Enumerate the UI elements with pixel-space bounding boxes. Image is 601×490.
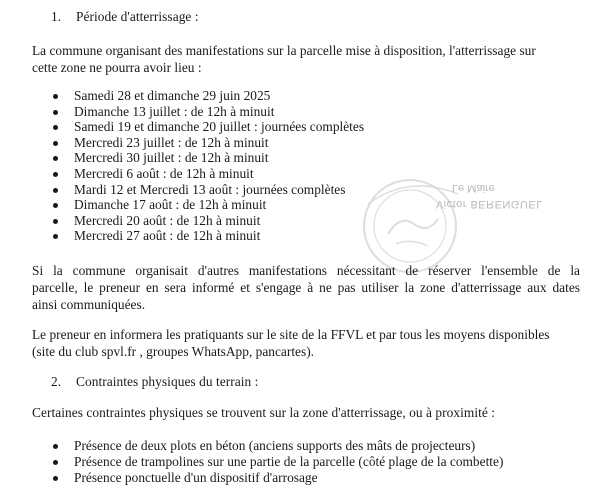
paragraph-line: (site du club spvl.fr , groupes WhatsApp, pancartes). — [32, 344, 315, 359]
section-1-number: 1. — [51, 9, 62, 24]
section-2-intro: Certaines contraintes physiques se trouvent sur la zone d'atterrissage, ou à proximité : — [32, 405, 496, 420]
bullet-icon — [53, 444, 58, 449]
paragraph-line: ainsi communiquées. — [32, 297, 146, 312]
stamp-mayor-title: Le Maire — [452, 182, 495, 194]
bullet-icon — [53, 172, 58, 177]
bullet-icon — [53, 125, 58, 130]
bullet-icon — [53, 156, 58, 161]
section-1-intro — [32, 42, 580, 76]
bullet-icon — [53, 110, 58, 115]
bullet-icon — [53, 234, 58, 239]
bullet-icon — [53, 476, 58, 481]
stamp-mayor-name: Victor BERENGUEL — [436, 198, 543, 210]
inform-paragraph — [32, 326, 580, 360]
section-2-title: Contraintes physiques du terrain : — [76, 374, 259, 389]
bullet-icon — [53, 203, 58, 208]
other-events-paragraph — [32, 262, 580, 313]
bullet-icon — [53, 219, 58, 224]
section-1-title: Période d'atterrissage : — [76, 9, 199, 24]
section-2-number: 2. — [51, 374, 62, 389]
document-page: 1. Période d'atterrissage : La commune organisant des manifestations sur la parcelle mise à disposition, l'atterrissage sur cette zone ne pourra avoir lieu : Samedi 28 et dimanche 29 juin 2025 Dimanche 13 juillet : de 12h à minuit Samedi 19 et dimanche 20 juillet : journées complètes Mercredi 23 juillet : de 12h à minuit Mercredi 30 juillet : de 12h à minuit Mercredi 6 août : de 12h à minuit Mardi 12 et Mercredi 13 août : journées complètes Dimanche 17 août : de 12h à minuit Mercredi 20 août : de 12h à minuit Mercredi 27 août : de 12h à minuit Le Maire Victor BERENGUEL Si la commune organisait d'autres manifestations nécessitant de réserver l'ensemble de la parcelle, le preneur en sera informé et s'engage à ne pas utiliser la zone d'atterrissage aux dates ainsi communiquées. Le preneur en informera les pratiquants sur le site de la FFVL et par tous les moyens disponibles (site du club spvl.fr , groupes WhatsApp, pancartes). 2. Contraintes physiques du terrain : Certaines contraintes physiques se trouvent sur la zone d'atterrissage, ou à proximité : Présence de deux plots en béton (anciens supports des mâts de projecteurs) Présence de trampolines sur une partie de la parcelle (côté plage de la combette) Présence ponctuelle d'un dispositif d'arrosage — [0, 0, 601, 490]
paragraph-line: Si la commune organisait d'autres manifestations nécessitant de réserver l'ensemble de la — [32, 263, 580, 278]
bullet-icon — [53, 94, 58, 99]
paragraph-line: cette zone ne pourra avoir lieu : — [32, 60, 202, 75]
paragraph-line: Le preneur en informera les pratiquants sur le site de la FFVL et par tous les moyens disponibles — [32, 327, 550, 342]
paragraph-line: La commune organisant des manifestations sur la parcelle mise à disposition, l'atterrissage sur — [32, 43, 536, 58]
bullet-icon — [53, 188, 58, 193]
bullet-icon — [53, 141, 58, 146]
paragraph-line: parcelle, le preneur en sera informé et s'engage à ne pas utiliser la zone d'atterrissage aux dates — [32, 280, 580, 295]
bullet-icon — [53, 460, 58, 465]
